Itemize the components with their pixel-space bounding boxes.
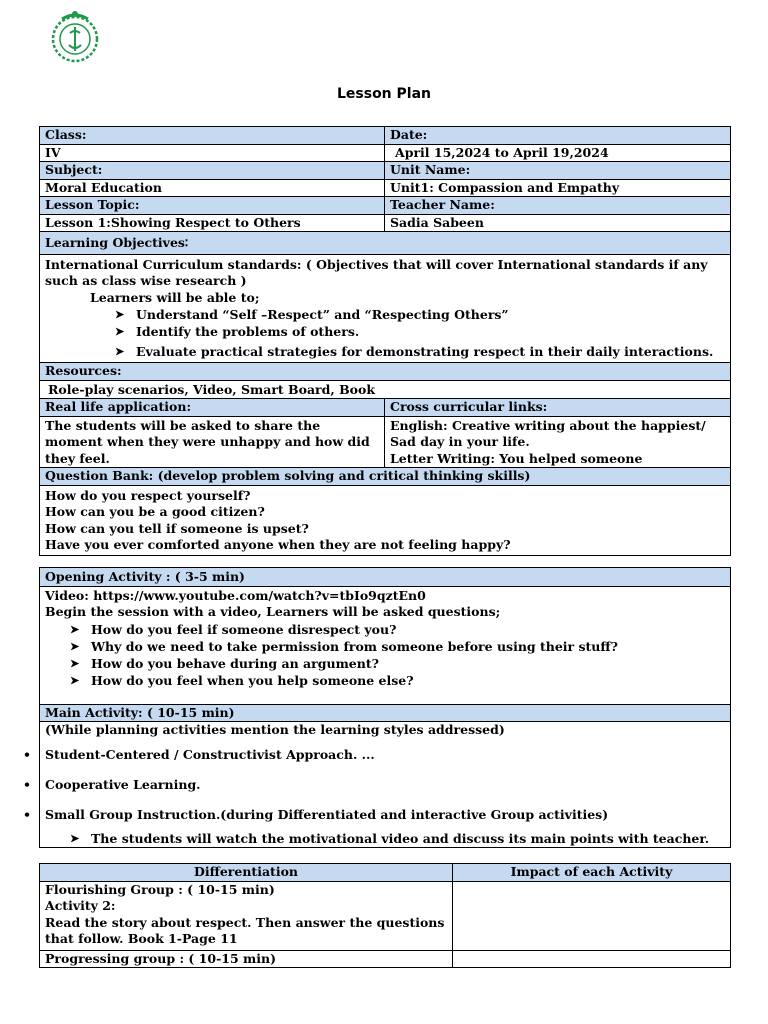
- opening-label: Opening Activity : ( 3-5 min): [40, 568, 731, 587]
- list-item: ➤ How do you feel when you help someone else?: [70, 672, 725, 689]
- subject-value: Moral Education: [40, 179, 385, 197]
- opening-questions-list: [45, 621, 725, 689]
- topic-value: Lesson 1:Showing Respect to Others: [40, 214, 385, 232]
- unit-label: Unit Name:: [385, 162, 731, 180]
- list-item: • Student-Centered / Constructivist Approach. ...: [23, 746, 375, 762]
- flourishing-cell: [40, 881, 453, 950]
- date-label: Date:: [385, 127, 731, 145]
- list-item: How can you tell if someone is upset?: [45, 520, 309, 536]
- reallife-value: The students will be asked to share the moment when they were unhappy and how did they feel.: [40, 416, 385, 468]
- unit-value: Unit1: Compassion and Empathy: [385, 179, 731, 197]
- video-link: Video: https://www.youtube.com/watch?v=tbIo9qztEn0: [45, 587, 426, 603]
- school-logo-icon: [44, 9, 106, 63]
- date-value: April 15,2024 to April 19,2024: [385, 144, 731, 162]
- differentiation-header: Differentiation: [40, 864, 453, 882]
- topic-label: Lesson Topic:: [40, 197, 385, 215]
- begin-text: Begin the session with a video, Learners will be asked questions;: [45, 604, 501, 619]
- differentiation-table: [39, 863, 731, 968]
- impact-cell: [453, 881, 731, 950]
- progressing-label: Progressing group : ( 10-15 min): [40, 950, 453, 968]
- objectives-list: [45, 306, 725, 360]
- bullet-icon: •: [23, 746, 31, 762]
- main-note: (While planning activities mention the learning styles addressed): [45, 722, 505, 737]
- questions-cell: [40, 485, 731, 555]
- subject-label: Subject:: [40, 162, 385, 180]
- class-value: IV: [40, 144, 385, 162]
- flourishing-label: Flourishing Group : ( 10-15 min): [45, 881, 275, 897]
- cross-line-2: Letter Writing: You helped someone: [390, 450, 643, 466]
- main-cell: [23, 722, 731, 848]
- resources-label: Resources:: [40, 363, 731, 381]
- class-label: Class:: [40, 127, 385, 145]
- impact-header: Impact of each Activity: [453, 864, 731, 882]
- lesson-info-table: [39, 126, 731, 556]
- able-text: Learners will be able to;: [90, 289, 260, 305]
- main-label: Main Activity: ( 10-15 min): [40, 704, 731, 722]
- list-item: ➤ Identify the problems of others.: [115, 323, 725, 340]
- list-item: ➤ Evaluate practical strategies for demonstrating respect in their daily interactions.: [115, 343, 725, 360]
- resources-value: Role-play scenarios, Video, Smart Board, Book: [40, 380, 731, 399]
- cross-label: Cross curricular links:: [385, 399, 731, 417]
- bullet-icon: •: [23, 776, 31, 792]
- page-title: Lesson Plan: [336, 86, 431, 102]
- list-item: ➤ How do you behave during an argument?: [70, 655, 725, 672]
- list-item: How do you respect yourself?: [45, 487, 251, 503]
- activities-table: [23, 567, 731, 848]
- list-item: • Small Group Instruction.(during Differentiated and interactive Group activities): [23, 806, 609, 822]
- list-item: ➤ The students will watch the motivational video and discuss its main points with teacher.: [70, 830, 725, 847]
- cross-cell: [385, 416, 731, 468]
- impact-cell-2: [453, 950, 731, 968]
- list-item: Have you ever comforted anyone when they are not feeling happy?: [45, 537, 511, 552]
- main-arrow-list: [45, 830, 725, 847]
- teacher-value: Sadia Sabeen: [385, 214, 731, 232]
- opening-cell: [40, 586, 731, 704]
- activity-label: Activity 2:: [45, 898, 116, 913]
- reallife-label: Real life application:: [40, 399, 385, 417]
- standards-text: International Curriculum standards: ( Objectives that will cover International standards if any such as class wise research ): [45, 256, 708, 288]
- teacher-label: Teacher Name:: [385, 197, 731, 215]
- list-item: ➤ Why do we need to take permission from someone before using their stuff?: [70, 638, 725, 655]
- list-item: ➤ How do you feel if someone disrespect you?: [70, 621, 725, 638]
- objectives-label: Learning Objectives∶: [40, 232, 731, 255]
- list-item: • Cooperative Learning.: [23, 776, 201, 792]
- objectives-cell: [40, 254, 731, 363]
- list-item: ➤ Understand “Self –Respect” and “Respecting Others”: [115, 306, 725, 323]
- cross-line-1: English: Creative writing about the happiest/ Sad day in your life.: [390, 417, 706, 449]
- qbank-label: Question Bank: (develop problem solving and critical thinking skills): [40, 468, 731, 486]
- list-item: How can you be a good citizen?: [45, 504, 265, 519]
- bullet-icon: •: [23, 806, 31, 822]
- activity-text: Read the story about respect. Then answer the questions that follow. Book 1-Page 11: [45, 914, 445, 946]
